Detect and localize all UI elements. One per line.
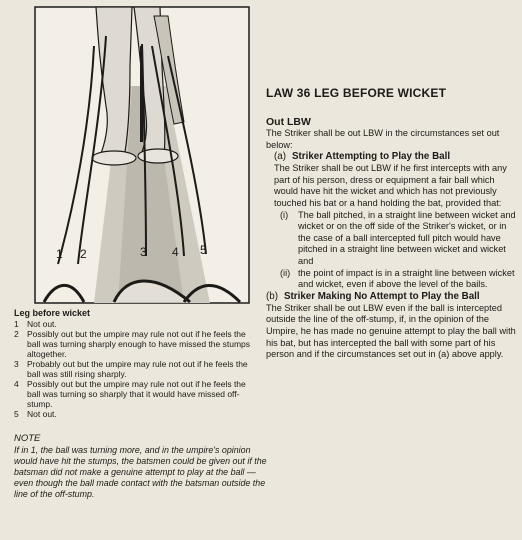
lbw-illustration: [34, 6, 250, 304]
line-label-1: 1: [56, 247, 63, 261]
item-text: Probably out but the umpire may rule not out if he feels the ball was still rising sharply.: [27, 359, 248, 379]
clause-b: [266, 291, 516, 361]
item-number: 1: [14, 319, 19, 329]
line-label-5: 5: [200, 243, 207, 257]
caption-list: [14, 320, 260, 420]
clause-ii-text: the point of impact is in a straight line between wicket and wicket, even if above the level of the bails.: [298, 267, 515, 290]
line-label-2: 2: [80, 247, 87, 261]
item-number: 3: [14, 359, 19, 370]
item-text: Possibly out but the umpire may rule not out if he feels the ball was turning sharply enough to have missed the stumps altogether.: [27, 329, 251, 359]
item-number: 2: [14, 329, 19, 340]
clause-a-heading: [274, 151, 516, 163]
section-intro: The Striker shall be out LBW in the circumstances set out below:: [266, 128, 500, 150]
item-text: Not out.: [27, 409, 57, 420]
item-number: 5: [14, 409, 19, 420]
clause-b-heading: [266, 291, 516, 303]
clause-a-i: [274, 210, 516, 256]
note-title: NOTE: [14, 433, 41, 444]
lbw-diagram: [34, 6, 250, 304]
list-item: [14, 380, 260, 409]
law-section: [266, 86, 516, 361]
clause-i-label: (i): [280, 209, 289, 220]
clause-and: and: [298, 255, 314, 266]
left-shoe: [92, 151, 136, 165]
line-label-4: 4: [172, 245, 179, 259]
figure-caption: [14, 308, 260, 420]
note-block: [14, 433, 276, 500]
item-text: Possibly out but the umpire may rule not out if he feels the ball was turning so sharply that it would have missed off-stump.: [27, 379, 246, 409]
clause-a-title: Striker Attempting to Play the Ball: [292, 151, 451, 163]
clause-b-title: Striker Making No Attempt to Play the Ball: [284, 290, 480, 302]
note-body: If in 1, the ball was turning more, and in the umpire's opinion would have hit the stumps, the batsmen could be given out if the batsman did not make a genuine attempt to play at the ball — even though the ball made contact with the batsman outside the line of the off-stump.: [14, 445, 267, 500]
clause-a-label: (a): [274, 151, 286, 163]
clause-a-ii: [274, 268, 516, 291]
list-item: [14, 330, 260, 359]
caption-title: Leg before wicket: [14, 308, 91, 318]
law-title: LAW 36 LEG BEFORE WICKET: [266, 86, 447, 100]
section-title-out-lbw: Out LBW: [266, 116, 311, 128]
clause-ii-label: (ii): [280, 267, 291, 278]
clause-b-label: (b): [266, 290, 278, 302]
item-text: Not out.: [27, 319, 57, 329]
clause-a-text: The Striker shall be out LBW if he first intercepts with any part of his person, dress or equipment a fair ball which would have hit the wicket and which has not previously touched his bat or a hand holding the bat, provided that:: [274, 163, 507, 208]
list-item: [14, 360, 260, 380]
clause-i-text: The ball pitched, in a straight line between wicket and wicket or on the off side of the Striker's wicket, or in the case of a ball intercepted full pitch would have pitched in a straight line between wicket and wicket: [298, 209, 516, 255]
list-item: [14, 410, 260, 420]
clause-a: [266, 151, 516, 291]
line-label-3: 3: [140, 245, 147, 259]
clause-b-text: The Striker shall be out LBW even if the ball is intercepted outside the line of the off-stump, if, in the opinion of the Umpire, he has made no genuine attempt to play the ball with his bat, but has intercepted the ball with some part of his person and if the circumstances set out in (a) above apply.: [266, 302, 516, 360]
item-number: 4: [14, 379, 19, 390]
